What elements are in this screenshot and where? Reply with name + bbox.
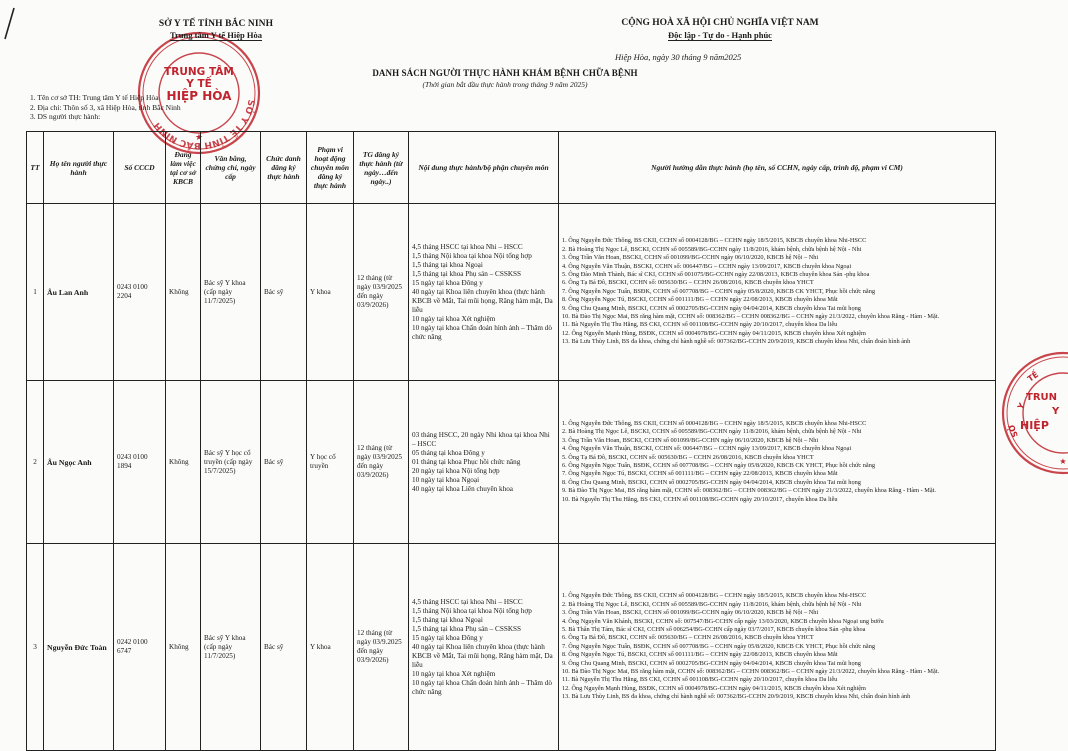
supervisor-line: 9. Bà Đào Thị Ngọc Mai, BS răng hàm mặt, CCHN số: 008362/BG – CCHN 008362/BG – CCHN ngày 21/3/2022, chuyên khoa Răng - Hàm - Mặt. — [562, 487, 936, 495]
issuing-agency — [128, 19, 304, 40]
header-working: Đang làm việc tại cơ sở KBCB — [166, 132, 201, 204]
header-name: Họ tên người thực hành — [44, 132, 114, 204]
svg-text:Y: Y — [1015, 401, 1027, 411]
svg-text:★: ★ — [1059, 457, 1067, 466]
content-line: 40 ngày tại khoa Liên chuyên khoa — [412, 484, 513, 493]
supervisor-line: 3. Ông Trần Văn Hoan, BSCKI, CCHN số 001099/BG-CCHN ngày 06/10/2020, KBCB hệ Nội – Nhi — [562, 254, 819, 262]
supervisor-line: 11. Bà Nguyễn Thị Thu Hằng, BS CKI, CCHN số 001108/BG-CCHN ngày 20/10/2017, chuyên khoa Da liễu — [562, 676, 838, 684]
cell-title: Bác sỹ — [261, 204, 307, 381]
cell-working: Không — [166, 544, 201, 751]
cell-content — [409, 381, 559, 544]
content-line: 4,5 tháng HSCC tại khoa Nhi – HSCC — [412, 597, 523, 606]
cell-tt: 2 — [27, 381, 44, 544]
place-date: Hiệp Hòa, ngày 30 tháng 9 năm2025 — [615, 52, 742, 62]
practitioner-list-label: 3. DS người thực hành: — [30, 112, 101, 121]
cell-content — [409, 544, 559, 751]
supervisor-line: 8. Ông Nguyễn Ngọc Tú, BSCKI, CCHN số 001111/BG – CCHN ngày 22/08/2013, KBCB chuyên khoa Mắt — [562, 651, 838, 659]
supervisor-line: 2. Bà Hoàng Thị Ngọc Lê, BSCKI, CCHN số 005589/BG-CCHN ngày 11/8/2016, khám bệnh, chữa bệnh hệ Nội - Nhi — [562, 428, 862, 436]
svg-text:TẾ: TẾ — [1025, 370, 1041, 384]
supervisor-line: 1. Ông Nguyễn Đức Thông, BS CKII, CCHN số 0004128/BG – CCHN ngày 18/5/2015, KBCB chuyên khoa Nhi-HSCC — [562, 592, 867, 600]
content-line: 40 ngày tại Khoa liên chuyên khoa (thực hành KBCB về Mắt, Tai mũi họng, Răng hàm mặt, Da liễu — [412, 287, 553, 314]
table-header-row — [27, 132, 996, 204]
svg-text:Y: Y — [1052, 406, 1060, 417]
supervisor-line: 6. Ông Nguyễn Ngọc Tuấn, BSĐK, CCHN số 007708/BG – CCHN ngày 05/8/2020, KBCB CK YHCT, Phục hồi chức năng — [562, 462, 876, 469]
supervisor-line: 7. Ông Nguyễn Ngọc Tuấn, BSĐK, CCHN số 007708/BG – CCHN ngày 05/8/2020, KBCB CK YHCT, Phục hồi chức năng — [562, 287, 876, 295]
supervisor-line: 7. Ông Nguyễn Ngọc Tú, BSCKI, CCHN số 001111/BG – CCHN ngày 22/08/2013, KBCB chuyên khoa Mắt — [562, 470, 838, 478]
supervisor-line: 10. Bà Đào Thị Ngọc Mai, BS răng hàm mặt, CCHN số: 008362/BG – CCHN 008362/BG – CCHN ngày 21/3/2022, chuyên khoa Răng - Hàm - Mặt. — [562, 313, 940, 321]
stamp-line-1: TRUNG TÂM — [164, 66, 234, 78]
svg-text:TRUN: TRUN — [1026, 392, 1058, 403]
supervisor-line: 5. Ông Đào Minh Thành, Bác sĩ CKI, CCHN số 001075/BG-CCHN ngày 22/08/2013, KBCB chuyên khoa Sản -phụ khoa — [562, 270, 870, 278]
facility-info — [30, 93, 181, 122]
stamp-line-2: Y TẾ — [186, 78, 212, 91]
content-line: 1,5 tháng Nội khoa tại khoa Nội tổng hợp — [412, 606, 532, 615]
content-line: 20 ngày tại khoa Nội tổng hợp — [412, 466, 500, 475]
supervisor-line: 11. Bà Nguyễn Thị Thu Hằng, BS CKI, CCHN số 001108/BG-CCHN ngày 20/10/2017, chuyên khoa Da liễu — [562, 321, 838, 329]
header-degree: Văn bằng, chứng chỉ, ngày cấp — [201, 132, 261, 204]
header-duration: TG đăng ký thực hành (từ ngày…đến ngày..) — [354, 132, 409, 204]
table-row — [27, 381, 996, 544]
supervisor-line: 2. Bà Hoàng Thị Ngọc Lê, BSCKI, CCHN số 005589/BG-CCHN ngày 11/8/2016, khám bệnh, chữa bệnh hệ Nội - Nhi — [562, 600, 862, 608]
svg-text:HIỆP: HIỆP — [1020, 419, 1049, 432]
supervisor-line: 1. Ông Nguyễn Đức Thông, BS CKII, CCHN số 0004128/BG – CCHN ngày 18/5/2015, KBCB chuyên khoa Nhi-HSCC — [562, 237, 867, 245]
supervisor-line: 3. Ông Trần Văn Hoan, BSCKI, CCHN số 001099/BG-CCHN ngày 06/10/2020, KBCB hệ Nội – Nhi — [562, 436, 819, 444]
facility-address: 2. Địa chỉ: Thôn số 3, xã Hiệp Hòa, tỉnh Bắc Ninh — [30, 102, 181, 112]
svg-text:★: ★ — [194, 132, 204, 142]
cell-scope: Y khoa — [307, 204, 354, 381]
content-line: 10 ngày tại khoa Chẩn đoán hình ảnh – Thăm dò chức năng — [412, 678, 552, 696]
supervisor-line: 6. Ông Tạ Bá Đô, BSCKI, CCHN số: 005630/BG – CCHN 26/08/2016, KBCB chuyên khoa YHCT — [562, 634, 814, 642]
cell-duration: 12 tháng (từ ngày 03/9/2025 đến ngày 03/9/2026) — [354, 381, 409, 544]
cell-cccd: 0243 0100 1894 — [114, 381, 166, 544]
supervisor-line: 5. Ông Tạ Bá Đô, BSCKI, CCHN số: 005630/BG – CCHN 26/08/2016, KBCB chuyên khoa YHCT — [562, 453, 814, 461]
national-motto: Độc lập - Tự do - Hạnh phúc — [668, 30, 772, 40]
supervisor-line: 10. Bà Nguyễn Thị Thu Hằng, BS CKI, CCHN số 001108/BG-CCHN ngày 20/10/2017, chuyên khoa Da liễu — [562, 495, 838, 503]
content-line: 10 ngày tại khoa Xét nghiệm — [412, 314, 496, 323]
cell-duration: 12 tháng (từ ngày 03/9/2025 đến ngày 03/9/2026) — [354, 204, 409, 381]
practitioner-table — [26, 131, 996, 751]
content-line: 10 ngày tại khoa Xét nghiệm — [412, 669, 496, 678]
content-line: 03 tháng HSCC, 20 ngày Nhi khoa tại khoa Nhi – HSCC — [412, 430, 550, 448]
supervisor-line: 6. Ông Tạ Bá Đô, BSCKI, CCHN số: 005630/BG – CCHN 26/08/2016, KBCB chuyên khoa YHCT — [562, 279, 814, 287]
cell-tt: 1 — [27, 204, 44, 381]
stamp-ring-text: SỞ Y TẾ TỈNH BẮC NINH — [152, 98, 256, 151]
supervisor-line: 7. Ông Nguyễn Ngọc Tuấn, BSĐK, CCHN số 007708/BG – CCHN ngày 05/8/2020, KBCB CK YHCT, Phục hồi chức năng — [562, 642, 876, 650]
supervisor-line: 4. Ông Nguyễn Văn Khánh, BSCKI, CCHN số: 007547/BG-CCHN cấp ngày 13/03/2020, KBCB chuyên khoa Ngoại ung bướu — [562, 617, 884, 625]
content-line: 1,5 tháng tại khoa Ngoại — [412, 260, 483, 269]
cell-name: Âu Lan Anh — [44, 204, 114, 381]
content-line: 1,5 tháng Nội khoa tại khoa Nội tổng hợp — [412, 251, 532, 260]
cell-supervisors — [559, 381, 996, 544]
supervisor-line: 12. Ông Nguyễn Mạnh Hùng, BSĐK, CCHN số 0004978/BG-CCHN ngày 04/11/2015, KBCB chuyên khoa Xét nghiệm — [562, 684, 866, 692]
cell-degree: Bác sỹ Y khoa (cấp ngày 11/7/2025) — [201, 544, 261, 751]
content-line: 01 tháng tại khoa Phục hồi chức năng — [412, 457, 521, 466]
supervisor-line: 4. Ông Nguyễn Văn Thuận, BSCKI, CCHN số: 006447/BG – CCHN ngày 13/09/2017, KBCB chuyên khoa Ngoại — [562, 262, 852, 270]
content-line: 05 tháng tại khoa Đông y — [412, 448, 485, 457]
pen-mark-icon — [2, 6, 16, 42]
header-title: Chức danh đăng ký thực hành — [261, 132, 307, 204]
document-title — [360, 68, 650, 89]
cell-working: Không — [166, 381, 201, 544]
supervisor-line: 5. Bà Thân Thị Tám, Bác sĩ CKI, CCHN số 006254/BG-CCHN cấp ngày 03/7/2017, KBCB chuyên khoa Sản -phụ khoa — [562, 625, 866, 633]
supervisor-line: 12. Ông Nguyễn Mạnh Hùng, BSĐK, CCHN số 0004978/BG-CCHN ngày 04/11/2015, KBCB chuyên khoa Xét nghiệm — [562, 329, 866, 337]
cell-degree: Bác sỹ Y khoa (cấp ngày 11/7/2025) — [201, 204, 261, 381]
content-line: 1,5 tháng tại khoa Ngoại — [412, 615, 483, 624]
cell-cccd: 0243 0100 2204 — [114, 204, 166, 381]
cell-scope: Y khoa — [307, 544, 354, 751]
cell-working: Không — [166, 204, 201, 381]
table-row — [27, 544, 996, 751]
supervisor-line: 3. Ông Trần Văn Hoan, BSCKI, CCHN số 001099/BG-CCHN ngày 06/10/2020, KBCB hệ Nội – Nhi — [562, 609, 819, 617]
official-stamp-margin — [1000, 350, 1068, 476]
cell-degree: Bác sỹ Y học cổ truyền (cấp ngày 15/7/2025) — [201, 381, 261, 544]
cell-name: Nguyễn Đức Toàn — [44, 544, 114, 751]
cell-title: Bác sỹ — [261, 381, 307, 544]
header-scope: Phạm vi hoạt động chuyên môn đăng ký thực hành — [307, 132, 354, 204]
supervisor-line: 8. Ông Nguyễn Ngọc Tú, BSCKI, CCHN số 001111/BG – CCHN ngày 22/08/2013, KBCB chuyên khoa Mắt — [562, 296, 838, 304]
supervisor-line: 2. Bà Hoàng Thị Ngọc Lê, BSCKI, CCHN số 005589/BG-CCHN ngày 11/8/2016, khám bệnh, chữa bệnh hệ Nội - Nhi — [562, 245, 862, 253]
content-line: 1,5 tháng tại khoa Phụ sản – CSSKSS — [412, 624, 522, 633]
supervisor-line: 9. Ông Chu Quang Minh, BSCKI, CCHN số 0002705/BG-CCHN ngày 04/04/2014, KBCB chuyên khoa Tai mũi họng — [562, 304, 861, 312]
supervisor-line: 4. Ông Nguyễn Văn Thuận, BSCKI, CCHN số: 006447/BG – CCHN ngày 13/09/2017, KBCB chuyên khoa Ngoại — [562, 445, 852, 453]
supervisor-line: 8. Ông Chu Quang Minh, BSCKI, CCHN số 0002705/BG-CCHN ngày 04/04/2014, KBCB chuyên khoa Tai mũi họng — [562, 478, 861, 486]
facility-name: 1. Tên cơ sở TH: Trung tâm Y tế Hiệp Hòa — [30, 93, 159, 102]
cell-title: Bác sỹ — [261, 544, 307, 751]
supervisor-line: 1. Ông Nguyễn Đức Thông, BS CKII, CCHN số 0004128/BG – CCHN ngày 18/5/2015, KBCB chuyên khoa Nhi-HSCC — [562, 419, 867, 427]
content-line: 1,5 tháng tại khoa Phụ sản – CSSKSS — [412, 269, 522, 278]
cell-cccd: 0242 0100 6747 — [114, 544, 166, 751]
cell-duration: 12 tháng (từ ngày 03/9.2025 đến ngày 03/9/2026) — [354, 544, 409, 751]
country-name: CỘNG HOÀ XÃ HỘI CHỦ NGHĨA VIỆT NAM — [621, 18, 819, 28]
header-content: Nội dung thực hành/bộ phận chuyên môn — [409, 132, 559, 204]
cell-supervisors — [559, 204, 996, 381]
content-line: 15 ngày tại khoa Đông y — [412, 633, 483, 642]
header-tt: TT — [27, 132, 44, 204]
cell-tt: 3 — [27, 544, 44, 751]
content-line: 10 ngày tại khoa Chẩn đoán hình ảnh – Thăm dò chức năng — [412, 323, 552, 341]
title-main: DANH SÁCH NGƯỜI THỰC HÀNH KHÁM BỆNH CHỮA BỆNH — [372, 68, 638, 78]
stamp-line-3: HIỆP HÒA — [166, 89, 232, 104]
content-line: 15 ngày tại khoa Đông y — [412, 278, 483, 287]
svg-text:SỞ: SỞ — [1007, 423, 1020, 439]
unit-name: Trung tâm Y tế Hiệp Hòa — [170, 30, 262, 40]
department-name: SỞ Y TẾ TỈNH BẮC NINH — [158, 19, 274, 29]
header-cccd: Số CCCD — [114, 132, 166, 204]
supervisor-line: 9. Ông Chu Quang Minh, BSCKI, CCHN số 0002705/BG-CCHN ngày 04/04/2014, KBCB chuyên khoa Tai mũi họng — [562, 659, 861, 667]
supervisor-line: 13. Bà Lưu Thùy Linh, BS đa khoa, chứng chỉ hành nghề số: 007362/BG-CCHN 20/9/2019, KBCB chuyên khoa Nhi, chẩn đoán hình ảnh — [562, 693, 911, 701]
content-line: 40 ngày tại Khoa liên chuyên khoa (thực hành KBCB về Mắt, Tai mũi họng, Răng hàm mặt, Da liễu — [412, 642, 553, 669]
cell-scope: Y học cổ truyền — [307, 381, 354, 544]
title-sub: (Thời gian bắt đầu thực hành trong tháng 9 năm 2025) — [422, 80, 588, 89]
cell-name: Âu Ngọc Anh — [44, 381, 114, 544]
table-row — [27, 204, 996, 381]
stamp-center-text — [1000, 350, 1068, 476]
supervisor-line: 10. Bà Đào Thị Ngọc Mai, BS răng hàm mặt, CCHN số: 008362/BG – CCHN 008362/BG – CCHN ngày 21/3/2022, chuyên khoa Răng - Hàm - Mặt. — [562, 668, 940, 676]
header-supervisors: Người hướng dẫn thực hành (họ tên, số CCHN, ngày cấp, trình độ, phạm vi CM) — [559, 132, 996, 204]
cell-content — [409, 204, 559, 381]
supervisor-line: 13. Bà Lưu Thùy Linh, BS đa khoa, chứng chỉ hành nghề số: 007362/BG-CCHN 20/9/2019, KBCB chuyên khoa Nhi, chẩn đoán hình ảnh — [562, 338, 911, 346]
stamp-ring-icon — [1000, 350, 1068, 476]
content-line: 10 ngày tại khoa Ngoại — [412, 475, 480, 484]
content-line: 4,5 tháng HSCC tại khoa Nhi – HSCC — [412, 242, 523, 251]
cell-supervisors — [559, 544, 996, 751]
national-header — [560, 18, 880, 40]
